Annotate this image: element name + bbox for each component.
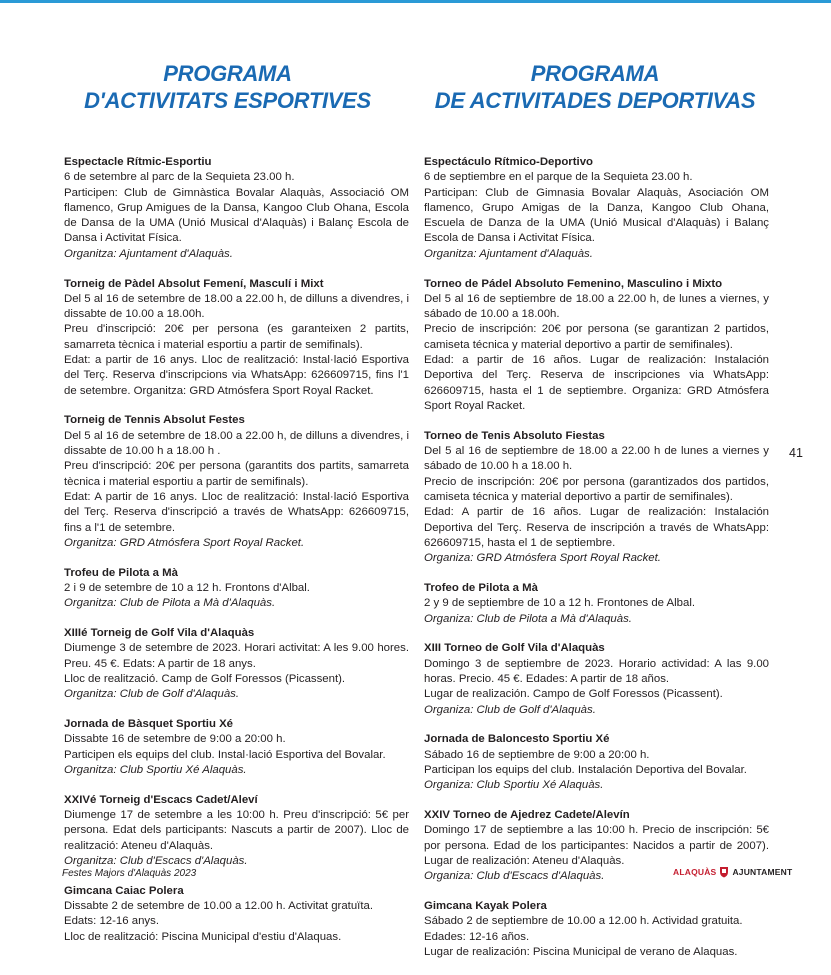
event-detail: Del 5 al 16 de septiembre de 18.00 a 22.00 h, de lunes a viernes, y sábado de 10.00 a 18.00h. (424, 292, 769, 321)
event-title: XIII Torneo de Golf Vila d'Alaquàs (424, 642, 605, 655)
event-item (424, 732, 769, 793)
heading-spanish: PROGRAMA DE ACTIVITADES DEPORTIVAS (434, 61, 756, 113)
event-detail: 6 de setembre al parc de la Sequieta 23.00 h. (64, 171, 295, 184)
event-organizer: Organiza: Club de Golf d'Alaquàs. (424, 703, 596, 716)
event-title: Trofeu de Pilota a Mà (64, 566, 178, 579)
events-column-spanish (424, 155, 769, 975)
event-detail: Precio de inscripción: 20€ por persona (garantizados dos partidos, camiseta técnica y material deportivo a partir de semifinales). (424, 475, 769, 503)
event-title: Trofeo de Pilota a Mà (424, 581, 538, 594)
event-item (424, 277, 769, 415)
event-detail: Domingo 3 de septiembre de 2023. Horario actividad: A las 9.00 horas. Precio. 45 €. Edades: A partir de 18 años. (424, 657, 769, 685)
event-item (64, 413, 409, 551)
event-title: Torneig de Tennis Absolut Festes (64, 414, 245, 427)
event-detail: Lloc de realització: Piscina Municipal d'estiu d'Alaquas. (64, 930, 342, 943)
event-title: Espectacle Rítmic-Esportiu (64, 156, 212, 168)
event-title: Torneo de Tenis Absoluto Fiestas (424, 429, 605, 442)
event-item (424, 581, 769, 627)
event-organizer: Organitza: Ajuntament d'Alaquàs. (424, 247, 593, 260)
event-item (424, 899, 769, 960)
ajuntament-logo (673, 866, 792, 878)
event-detail: Edat: A partir de 16 anys. Lloc de realització: Instal·lació Esportiva del Terç. Reserva d'inscripció a través de WhatsApp: 626609715, fins a l'1 de setembre. (64, 490, 409, 534)
event-detail: Edats: 12-16 anys. (64, 915, 159, 928)
event-organizer: Organitza: Club de Golf d'Alaquàs. (64, 688, 240, 701)
event-item (64, 717, 409, 778)
coat-of-arms-icon (719, 866, 729, 878)
event-item (64, 793, 409, 869)
event-detail: Precio de inscripción: 20€ por persona (se garantizan 2 partidos, camiseta técnica y material deportivo a partir de semifinales). (424, 323, 769, 351)
event-title: Gimcana Caiac Polera (64, 884, 184, 897)
event-detail: Edades: 12-16 años. (424, 930, 530, 943)
event-organizer: Organiza: Club Sportiu Xé Alaquàs. (424, 779, 604, 792)
top-accent-line (0, 0, 831, 3)
heading-catalan: PROGRAMA D'ACTIVITATS ESPORTIVES (84, 61, 371, 113)
event-detail: Participen: Club de Gimnàstica Bovalar Alaquàs, Associació OM flamenco, Grup Amigues de la Dansa, Kangoo Club Ohana, Escola de Dansa de la UMA (Unió Musical d'Alaquàs) i Balanç Escola de Dansa i Activitat Física. (64, 186, 409, 245)
event-detail: Del 5 al 16 de septiembre de 18.00 a 22.00 h de lunes a viernes y sábado de 10.00 h a 18.00 h. (424, 445, 769, 473)
event-detail: Dissabte 2 de setembre de 10.00 a 12.00 h. Activitat gratuïta. (64, 899, 374, 912)
event-item (64, 566, 409, 612)
event-organizer: Organiza: GRD Atmósfera Sport Royal Racket. (424, 552, 661, 565)
event-organizer: Organiza: Club d'Escacs d'Alaquàs. (424, 870, 605, 883)
page-number: 41 (789, 446, 803, 460)
event-detail: 6 de septiembre en el parque de la Sequieta 23.00 h. (424, 171, 693, 184)
event-title: Gimcana Kayak Polera (424, 899, 547, 912)
event-title: XXIV Torneo de Ajedrez Cadete/Alevín (424, 808, 630, 821)
event-organizer: Organitza: Ajuntament d'Alaquàs. (64, 247, 233, 260)
event-detail: Participan: Club de Gimnasia Bovalar Alaquàs, Asociación OM flamenco, Grupo Amigas de la Danza, Kangoo Club Ohana, Escuela de Danza de la UMA (Unió Musical d'Alaquàs) i Balanç Escola de Dansa i Activitat Física. (424, 186, 769, 245)
logo-text-council: AJUNTAMENT (732, 867, 793, 877)
event-title: Jornada de Bàsquet Sportiu Xé (64, 718, 233, 730)
event-organizer: Organitza: Club Sportiu Xé Alaquàs. (64, 763, 247, 776)
event-title: XIIIé Torneig de Golf Vila d'Alaquàs (64, 627, 255, 640)
event-detail: Edat: a partir de 16 anys. Lloc de realització: Instal·lació Esportiva del Terç. Reserva d'inscripcions via WhatsApp: 626609715, fins l'1 de setembre. Organitza: GRD Atmósfera Sport Royal Racket. (64, 354, 409, 397)
event-detail: 2 y 9 de septiembre de 10 a 12 h. Frontones de Albal. (424, 597, 696, 610)
event-detail: Preu d'inscripció: 20€ per persona (es garanteixen 2 partits, samarreta tècnica i material esportiu a partir de semifinals). (64, 323, 409, 351)
event-item (64, 626, 409, 702)
event-item (424, 641, 769, 717)
event-detail: Preu d'inscripció: 20€ per persona (garantits dos partits, samarreta tècnica i material esportiu a partir de semifinals). (64, 460, 409, 488)
event-detail: Domingo 17 de septiembre a las 10:00 h. Precio de inscripción: 5€ por persona. Edad de los participantes: Nacidos a partir de 2007). Lugar de realización: Ateneu d'Alaquàs. (424, 824, 769, 867)
event-item (64, 884, 409, 945)
event-detail: Diumenge 17 de setembre a les 10:00 h. Preu d'inscripció: 5€ per persona. Edat dels participants: Nascuts a partir de 2007). Lloc de realització: Ateneu d'Alaquàs. (64, 808, 409, 852)
event-detail: Edad: A partir de 16 años. Lugar de realización: Instalación Deportiva del Terç. Reserva de inscripción a través de WhatsApp: 626609715, hasta el 1 de septiembre. (424, 506, 769, 549)
footer-publication-title: Festes Majors d'Alaquàs 2023 (62, 868, 197, 879)
event-title: Torneo de Pádel Absoluto Femenino, Masculino i Mixto (424, 277, 723, 290)
event-detail: Del 5 al 16 de setembre de 18.00 a 22.00 h, de dilluns a divendres, i dissabte de 10.00 a 18.00h. (64, 292, 409, 321)
event-detail: Del 5 al 16 de setembre de 18.00 a 22.00 h, de dilluns a divendres, i dissabte de 10.00 h a 18.00 h . (64, 429, 409, 458)
event-item (424, 429, 769, 567)
event-item (64, 277, 409, 399)
event-title: XXIVé Torneig d'Escacs Cadet/Aleví (64, 793, 258, 806)
event-organizer: Organiza: Club de Pilota a Mà d'Alaquàs. (424, 612, 632, 625)
event-detail: Sábado 2 de septiembre de 10.00 a 12.00 h. Actividad gratuita. (424, 915, 743, 928)
events-column-catalan (64, 155, 409, 959)
event-detail: Lugar de realización: Piscina Municipal de verano de Alaquas. (424, 945, 738, 958)
logo-text-town: ALAQUÀS (673, 867, 717, 877)
event-detail: Edad: a partir de 16 años. Lugar de realización: Instalación Deportiva del Terç. Reserva de inscripciones via WhatsApp: 626609715, hasta el 1 de septiembre. Organiza: GRD Atmósfera Sport Royal Racket. (424, 354, 769, 412)
event-detail: Diumenge 3 de setembre de 2023. Horari activitat: A les 9.00 hores. Preu. 45 €. Edats: A partir de 18 anys. (64, 642, 409, 670)
event-title: Torneig de Pàdel Absolut Femení, Masculí i Mixt (64, 277, 324, 290)
event-item (424, 155, 769, 262)
event-detail: Sábado 16 de septiembre de 9:00 a 20:00 h. (424, 748, 650, 761)
event-organizer: Organitza: Club d'Escacs d'Alaquàs. (64, 854, 248, 867)
event-item (64, 155, 409, 262)
event-detail: Participen els equips del club. Instal·lació Esportiva del Bovalar. (64, 748, 386, 761)
event-detail: 2 i 9 de setembre de 10 a 12 h. Frontons d'Albal. (64, 581, 310, 594)
event-detail: Lugar de realización. Campo de Golf Foressos (Picassent). (424, 688, 723, 701)
event-detail: Dissabte 16 de setembre de 9:00 a 20:00 h. (64, 733, 286, 746)
event-title: Jornada de Baloncesto Sportiu Xé (424, 733, 610, 746)
event-detail: Participan los equips del club. Instalación Deportiva del Bovalar. (424, 763, 747, 776)
event-organizer: Organitza: GRD Atmósfera Sport Royal Racket. (64, 536, 305, 549)
event-detail: Lloc de realització. Camp de Golf Foressos (Picassent). (64, 672, 346, 685)
event-title: Espectáculo Rítmico-Deportivo (424, 156, 593, 168)
event-organizer: Organitza: Club de Pilota a Mà d'Alaquàs. (64, 597, 276, 610)
